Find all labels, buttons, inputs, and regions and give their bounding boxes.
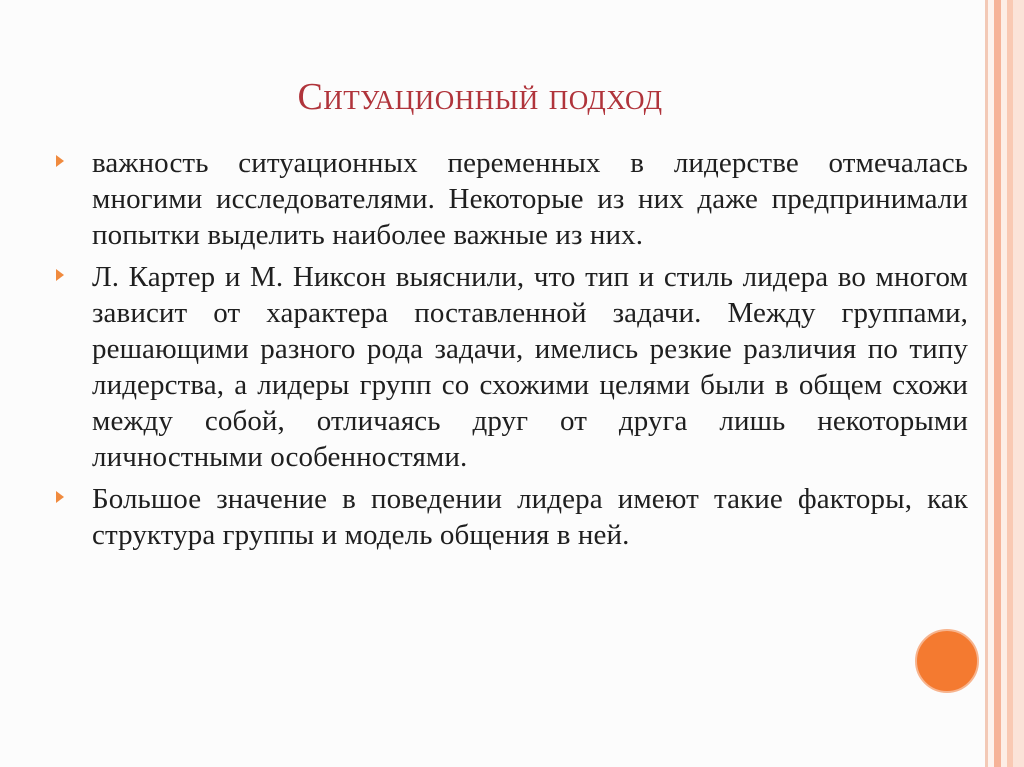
triangle-right-icon: [56, 155, 64, 167]
circle-decoration: [915, 629, 979, 693]
bullet-item: [52, 259, 968, 475]
decor-stripe: [1013, 0, 1024, 767]
bullet-text: Большое значение в поведении лидера имеют такие факторы, как структура группы и модель общения в ней.: [92, 483, 968, 551]
bullet-item: [52, 145, 968, 253]
triangle-right-icon: [56, 269, 64, 281]
bullet-item: [52, 481, 968, 553]
bullet-text: важность ситуационных переменных в лидерстве отмечалась многими исследователями. Некоторые из них даже предпринимали попытки выделить наиболее важные из них.: [92, 147, 968, 251]
bullet-text: Л. Картер и М. Никсон выяснили, что тип и стиль лидера во многом зависит от характера поставленной задачи. Между группами, решающими разного рода задачи, имелись резкие различия по типу лидерства, а лидеры групп со схожими целями были в общем схожи между собой, отличаясь друг от друга лишь некоторыми личностными особенностями.: [92, 261, 968, 473]
triangle-right-icon: [56, 491, 64, 503]
decor-stripe: [994, 0, 1001, 767]
slide-title: Ситуационный подход: [297, 76, 663, 118]
bullet-list: [52, 145, 968, 559]
